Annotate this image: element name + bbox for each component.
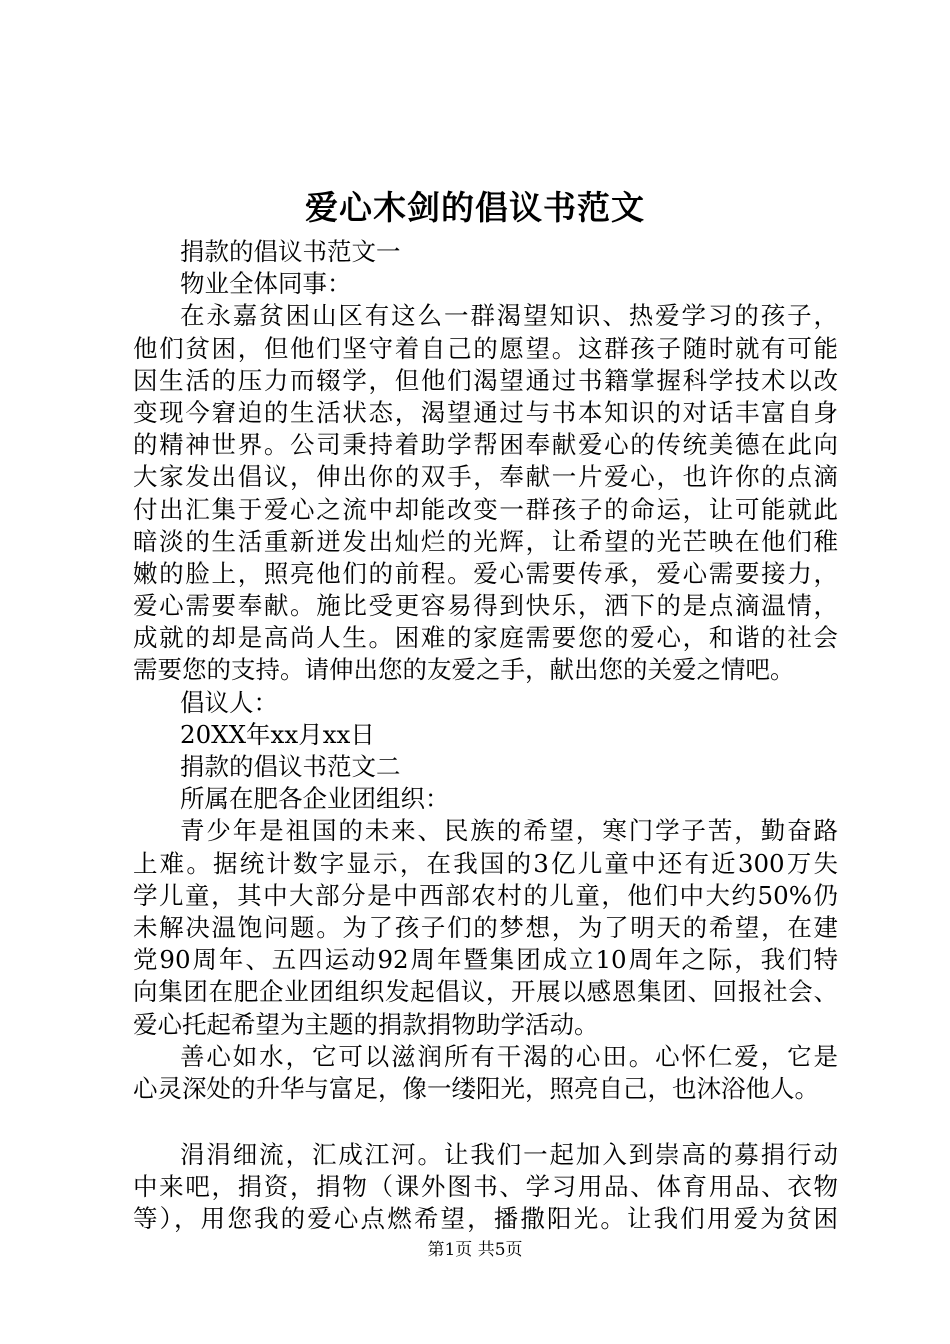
- body-line: 捐款的倡议书范文二: [180, 752, 401, 781]
- body-line: 心灵深处的升华与富足，像一缕阳光，照亮自己，也沐浴他人。: [133, 1073, 819, 1103]
- body-line: 所属在肥各企业团组织：: [180, 784, 450, 814]
- body-line: 爱心托起希望为主题的捐款捐物助学活动。: [133, 1009, 599, 1039]
- document-title: 爱心木剑的倡议书范文: [305, 188, 645, 227]
- body-line: 青少年是祖国的未来、民族的希望，寒门学子苦，勤奋路: [180, 816, 838, 846]
- body-line: 因生活的压力而辍学，但他们渴望通过书籍掌握科学技术以改: [133, 365, 838, 395]
- body-line: 嫩的脸上，照亮他们的前程。爱心需要传承，爱心需要接力，: [133, 558, 838, 588]
- page-footer: 第1页 共5页: [427, 1240, 523, 1260]
- body-line: 倡议人：: [180, 687, 278, 717]
- body-line: 善心如水，它可以滋润所有干渴的心田。心怀仁爱，它是: [180, 1041, 838, 1071]
- body-line: 等），用您我的爱心点燃希望，播撒阳光。让我们用爱为贫困: [133, 1204, 838, 1234]
- body-line: 学儿童，其中大部分是中西部农村的儿童，他们中大约50%仍: [133, 880, 838, 910]
- body-line: 涓涓细流，汇成江河。让我们一起加入到崇高的募捐行动: [180, 1140, 838, 1170]
- body-line: 向集团在肥企业团组织发起倡议，开展以感恩集团、回报社会、: [133, 977, 838, 1007]
- body-line: 在永嘉贫困山区有这么一群渴望知识、热爱学习的孩子，: [180, 301, 838, 331]
- body-line: 党90周年、五四运动92周年暨集团成立10周年之际，我们特: [133, 945, 838, 975]
- body-line: 未解决温饱问题。为了孩子们的梦想，为了明天的希望，在建: [133, 912, 838, 942]
- body-line: 的精神世界。公司秉持着助学帮困奉献爱心的传统美德在此向: [133, 430, 838, 460]
- body-line: 需要您的支持。请伸出您的友爱之手，献出您的关爱之情吧。: [133, 655, 795, 685]
- body-line: 物业全体同事：: [180, 269, 352, 299]
- date-line: 20XX年xx月xx日: [180, 719, 375, 749]
- body-line: 捐款的倡议书范文一: [180, 237, 401, 266]
- body-line: 上难。据统计数字显示，在我国的3亿儿童中还有近300万失: [133, 848, 838, 878]
- body-line: 大家发出倡议，伸出你的双手，奉献一片爱心，也许你的点滴: [133, 462, 838, 492]
- body-line: 变现今窘迫的生活状态，渴望通过与书本知识的对话丰富自身: [133, 397, 838, 427]
- document-body: [133, 236, 838, 1236]
- body-line: 爱心需要奉献。施比受更容易得到快乐，洒下的是点滴温情，: [133, 591, 838, 621]
- body-line: 成就的却是高尚人生。困难的家庭需要您的爱心，和谐的社会: [133, 623, 838, 653]
- body-line: 付出汇集于爱心之流中却能改变一群孩子的命运，让可能就此: [133, 494, 838, 524]
- body-line: 中来吧，捐资，捐物（课外图书、学习用品、体育用品、衣物: [133, 1172, 838, 1202]
- body-line: 他们贫困，但他们坚守着自己的愿望。这群孩子随时就有可能: [133, 333, 838, 363]
- body-line: 暗淡的生活重新迸发出灿烂的光辉，让希望的光芒映在他们稚: [133, 526, 838, 556]
- blank-line: [133, 1105, 838, 1139]
